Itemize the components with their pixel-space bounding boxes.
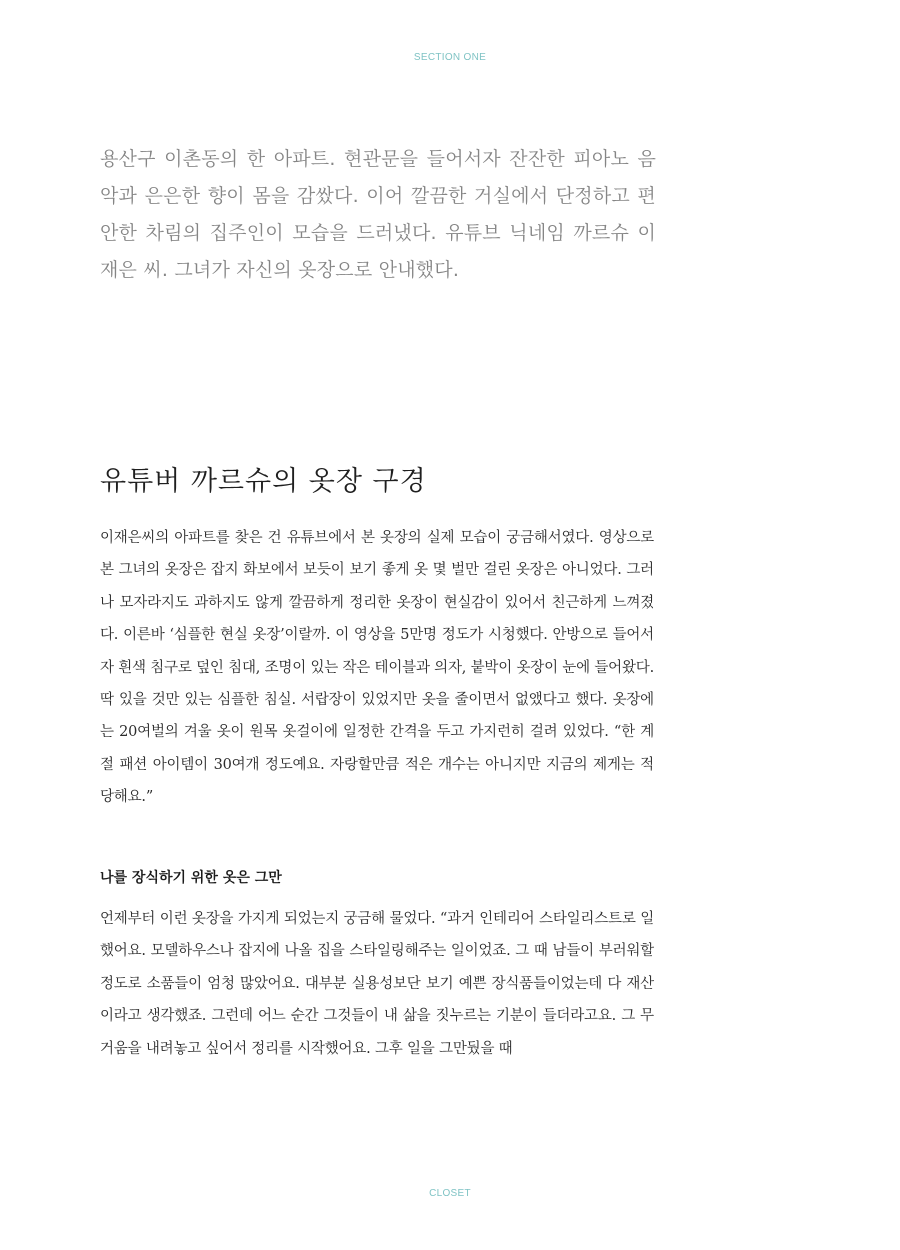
footer-label: CLOSET	[429, 1188, 471, 1199]
lead-paragraph: 용산구 이촌동의 한 아파트. 현관문을 들어서자 잔잔한 피아노 음악과 은은한 향이 몸을 감쌌다. 이어 깔끔한 거실에서 단정하고 편안한 차림의 집주인이 모습을 드러냈다. 유튜브 닉네임 까르슈 이재은 씨. 그녀가 자신의 옷장으로 안내했다.	[100, 148, 656, 281]
subheading: 나를 장식하기 위한 옷은 그만	[100, 870, 282, 886]
body-paragraph-1: 이재은씨의 아파트를 찾은 건 유튜브에서 본 옷장의 실제 모습이 궁금해서였다. 영상으로 본 그녀의 옷장은 잡지 화보에서 보듯이 보기 좋게 옷 몇 벌만 걸린 옷장은 아니었다. 그러나 모자라지도 과하지도 않게 깔끔하게 정리한 옷장이 현실감이 있어서 친근하게 느껴졌다. 이른바 ‘심플한 현실 옷장’이랄까. 이 영상을 5만명 정도가 시청했다. 안방으로 들어서자 흰색 침구로 덮인 침대, 조명이 있는 작은 테이블과 의자, 붙박이 옷장이 눈에 들어왔다. 딱 있을 것만 있는 심플한 침실. 서랍장이 있었지만 옷을 줄이면서 없앴다고 했다. 옷장에는 20여벌의 겨울 옷이 원목 옷걸이에 일정한 간격을 두고 가지런히 걸려 있었다. “한 계절 패션 아이템이 30여개 정도예요. 자랑할만큼 적은 개수는 아니지만 지금의 제게는 적당해요.”	[100, 530, 654, 806]
section-label: SECTION ONE	[413, 52, 487, 63]
article-heading: 유튜버 까르슈의 옷장 구경	[100, 466, 427, 497]
body-paragraph-2: 언제부터 이런 옷장을 가지게 되었는지 궁금해 물었다. “과거 인테리어 스타일리스트로 일했어요. 모델하우스나 잡지에 나올 집을 스타일링해주는 일이었죠. 그 때 남들이 부러워할 정도로 소품들이 엄청 많았어요. 대부분 실용성보단 보기 예쁜 장식품들이었는데 다 재산이라고 생각했죠. 그런데 어느 순간 그것들이 내 삶을 짓누르는 기분이 들더라고요. 그 무거움을 내려놓고 싶어서 정리를 시작했어요. 그후 일을 그만뒀을 때	[100, 911, 654, 1057]
